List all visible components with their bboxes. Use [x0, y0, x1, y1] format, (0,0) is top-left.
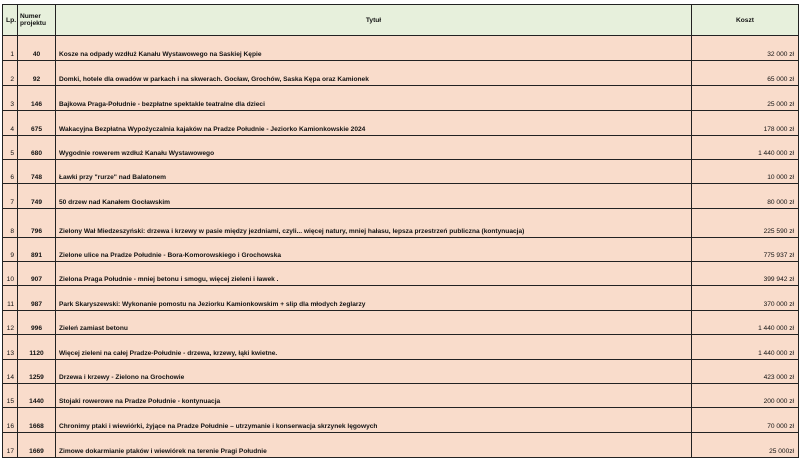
row-title: Kosze na odpady wzdłuż Kanału Wystawowego na Saskiej Kępie: [56, 36, 692, 61]
row-project-number: 1259: [18, 360, 56, 384]
row-cost: 178 000 zł: [692, 111, 799, 136]
row-project-number: 92: [18, 61, 56, 86]
row-title: Park Skaryszewski: Wykonanie pomostu na Jeziorku Kamionkowskim + slip dla młodych żeglarzy: [56, 286, 692, 311]
table-row: [3, 311, 799, 335]
row-lp: 13: [3, 335, 18, 360]
table-row: [3, 111, 799, 136]
row-project-number: 1668: [18, 408, 56, 433]
table-row: [3, 61, 799, 86]
row-project-number: 891: [18, 238, 56, 262]
row-lp: 17: [3, 433, 18, 458]
header-title: Tytuł: [56, 5, 692, 36]
row-lp: 4: [3, 111, 18, 136]
row-title: Domki, hotele dla owadów w parkach i na skwerach. Gocław, Grochów, Saska Kępa oraz Kamionek: [56, 61, 692, 86]
row-title: Zielony Wał Miedzeszyński: drzewa i krzewy w pasie między jezdniami, czyli... więcej natury, mniej hałasu, lepsza przestrzeń publiczna (kontynuacja): [56, 209, 692, 238]
row-title: Stojaki rowerowe na Pradze Południe - kontynuacja: [56, 384, 692, 408]
table-row: [3, 209, 799, 238]
row-lp: 10: [3, 262, 18, 286]
row-cost: 370 000 zł: [692, 286, 799, 311]
header-lp: Lp.: [3, 5, 18, 36]
row-cost: 423 000 zł: [692, 360, 799, 384]
row-project-number: 40: [18, 36, 56, 61]
row-project-number: 675: [18, 111, 56, 136]
row-lp: 1: [3, 36, 18, 61]
row-lp: 2: [3, 61, 18, 86]
row-cost: 399 942 zł: [692, 262, 799, 286]
row-cost: 1 440 000 zł: [692, 335, 799, 360]
table-row: [3, 360, 799, 384]
table-row: [3, 184, 799, 209]
row-title: Zieleń zamiast betonu: [56, 311, 692, 335]
row-cost: 200 000 zł: [692, 384, 799, 408]
row-project-number: 996: [18, 311, 56, 335]
row-lp: 3: [3, 86, 18, 111]
header-cost: Koszt: [692, 5, 799, 36]
table-row: [3, 238, 799, 262]
row-cost: 80 000 zł: [692, 184, 799, 209]
row-title: Zielone ulice na Pradze Południe - Bora-Komorowskiego i Grochowska: [56, 238, 692, 262]
header-project-number: Numer projektu: [18, 5, 56, 36]
table-row: [3, 286, 799, 311]
row-project-number: 1120: [18, 335, 56, 360]
row-title: Zielona Praga Południe - mniej betonu i smogu, więcej zieleni i ławek .: [56, 262, 692, 286]
row-cost: 25 000zł: [692, 433, 799, 458]
row-title: Drzewa i krzewy - Zielono na Grochowie: [56, 360, 692, 384]
row-project-number: 748: [18, 160, 56, 184]
row-title: Wakacyjna Bezpłatna Wypożyczalnia kajaków na Pradze Południe - Jeziorko Kamionkowskie 2024: [56, 111, 692, 136]
table-row: [3, 86, 799, 111]
header-row: [3, 5, 799, 36]
row-lp: 16: [3, 408, 18, 433]
table-row: [3, 36, 799, 61]
table-row: [3, 384, 799, 408]
row-lp: 12: [3, 311, 18, 335]
row-title: 50 drzew nad Kanałem Gocławskim: [56, 184, 692, 209]
table-row: [3, 262, 799, 286]
table-row: [3, 335, 799, 360]
row-project-number: 796: [18, 209, 56, 238]
row-title: Ławki przy "rurze" nad Balatonem: [56, 160, 692, 184]
table-row: [3, 433, 799, 458]
row-lp: 6: [3, 160, 18, 184]
row-project-number: 1440: [18, 384, 56, 408]
row-cost: 70 000 zł: [692, 408, 799, 433]
row-title: Wygodnie rowerem wzdłuż Kanału Wystawowego: [56, 136, 692, 160]
spreadsheet-area: [0, 4, 800, 455]
row-title: Więcej zieleni na całej Pradze-Południe - drzewa, krzewy, łąki kwietne.: [56, 335, 692, 360]
row-title: Chronimy ptaki i wiewiórki, żyjące na Pradze Południe – utrzymanie i konserwacja skrzynek lęgowych: [56, 408, 692, 433]
row-lp: 7: [3, 184, 18, 209]
row-cost: 65 000 zł: [692, 61, 799, 86]
row-cost: 225 590 zł: [692, 209, 799, 238]
row-cost: 32 000 zł: [692, 36, 799, 61]
projects-table: [2, 4, 799, 458]
row-project-number: 749: [18, 184, 56, 209]
row-lp: 5: [3, 136, 18, 160]
row-lp: 9: [3, 238, 18, 262]
row-lp: 8: [3, 209, 18, 238]
row-lp: 15: [3, 384, 18, 408]
row-lp: 14: [3, 360, 18, 384]
row-cost: 1 440 000 zł: [692, 136, 799, 160]
row-project-number: 987: [18, 286, 56, 311]
row-cost: 25 000 zł: [692, 86, 799, 111]
row-cost: 1 440 000 zł: [692, 311, 799, 335]
row-cost: 775 937 zł: [692, 238, 799, 262]
table-row: [3, 160, 799, 184]
row-cost: 10 000 zł: [692, 160, 799, 184]
row-project-number: 680: [18, 136, 56, 160]
row-title: Bajkowa Praga-Południe - bezpłatne spektakle teatralne dla dzieci: [56, 86, 692, 111]
table-row: [3, 136, 799, 160]
row-title: Zimowe dokarmianie ptaków i wiewiórek na terenie Pragi Południe: [56, 433, 692, 458]
row-project-number: 1669: [18, 433, 56, 458]
row-project-number: 146: [18, 86, 56, 111]
table-row: [3, 408, 799, 433]
row-project-number: 907: [18, 262, 56, 286]
row-lp: 11: [3, 286, 18, 311]
